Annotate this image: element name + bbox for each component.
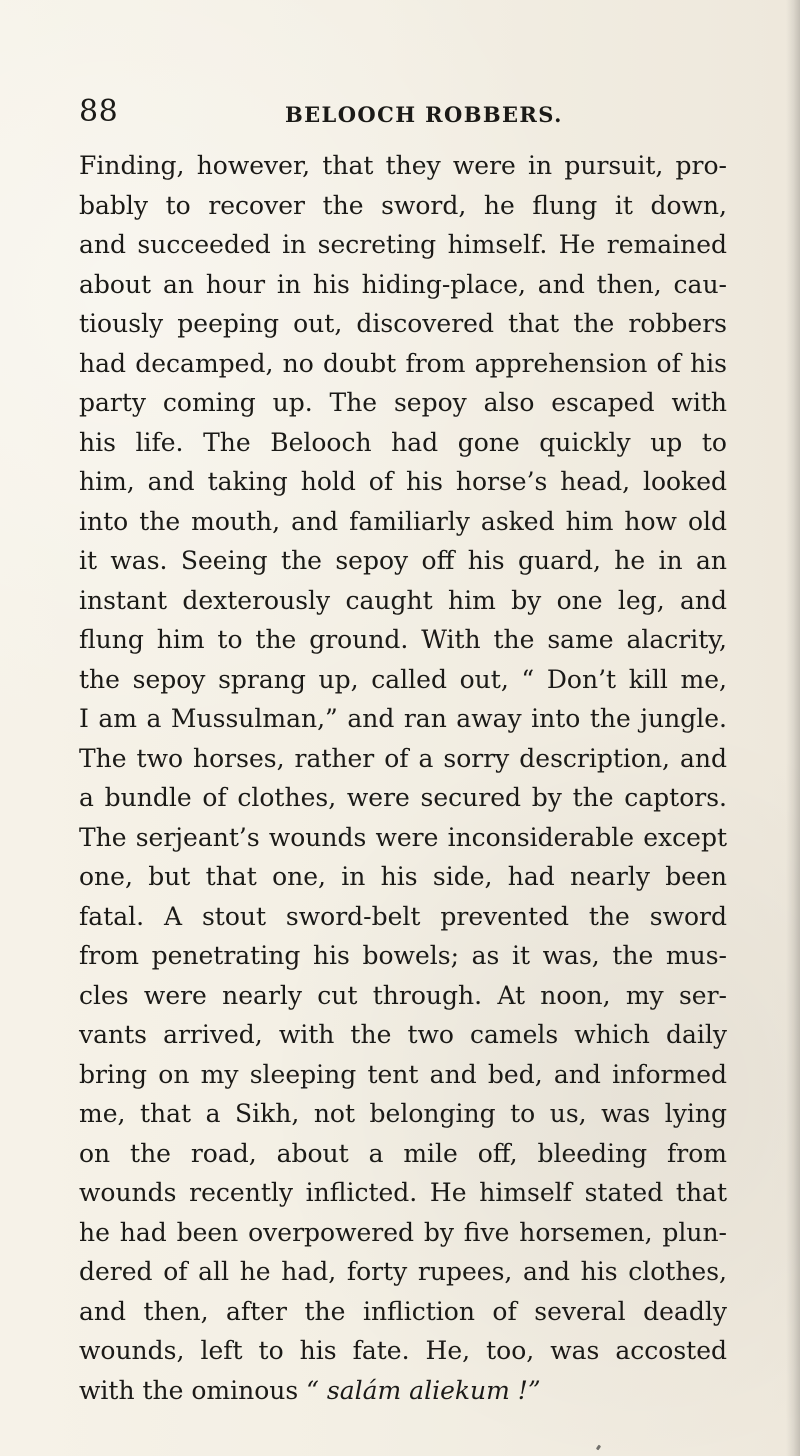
text-line: the sepoy sprang up, called out, “ Don’t kill me, [79, 664, 727, 694]
text-line: instant dexterously caught him by one leg, and [79, 585, 727, 615]
text-line: wounds, left to his fate. He, too, was accosted [79, 1336, 727, 1365]
text-line: The two horses, rather of a sorry description, and [79, 743, 727, 773]
text-line: about an hour in his hiding-place, and then, cau- [79, 269, 727, 299]
text-line: bring on my sleeping tent and bed, and informed [79, 1059, 727, 1089]
text-line: me, that a Sikh, not belonging to us, was lying [79, 1099, 727, 1128]
text-line: and succeeded in secreting himself. He remained [79, 230, 727, 259]
text-line: The serjeant’s wounds were inconsiderable except [79, 822, 727, 852]
text-line: him, and taking hold of his horse’s head, looked [79, 467, 727, 496]
page-edge-shadow [786, 0, 800, 1456]
text-line: one, but that one, in his side, had nearly been [79, 862, 727, 891]
text-line: a bundle of clothes, were secured by the captors. [79, 783, 727, 812]
body-text [79, 146, 727, 1410]
text-line: he had been overpowered by five horsemen, plun- [79, 1217, 727, 1247]
text-line: wounds recently inflicted. He himself stated that [79, 1178, 727, 1207]
running-head: BELOOCH ROBBERS. [285, 102, 563, 127]
text-line-last [79, 1371, 727, 1411]
text-line: fatal. A stout sword-belt prevented the sword [79, 901, 727, 931]
text-line: into the mouth, and familiarly asked him how old [79, 506, 727, 536]
text-line: tiously peeping out, discovered that the robbers [79, 309, 727, 338]
text-line: on the road, about a mile off, bleeding from [79, 1138, 727, 1168]
text-line: bably to recover the sword, he flung it down, [79, 190, 727, 220]
last-line-prefix: with the ominous [79, 1375, 307, 1405]
text-line: cles were nearly cut through. At noon, my ser- [79, 980, 727, 1010]
text-line: it was. Seeing the sepoy off his guard, he in an [79, 546, 727, 575]
text-line: from penetrating his bowels; as it was, the mus- [79, 941, 727, 970]
text-line: and then, after the infliction of several deadly [79, 1296, 727, 1326]
text-line: his life. The Belooch had gone quickly up to [79, 427, 727, 457]
text-line: vants arrived, with the two camels which daily [79, 1020, 727, 1049]
text-line: I am a Mussulman,” and ran away into the jungle. [79, 704, 727, 733]
text-line: flung him to the ground. With the same alacrity, [79, 625, 727, 654]
text-line: party coming up. The sepoy also escaped with [79, 388, 727, 417]
page-header [79, 94, 729, 131]
text-line: had decamped, no doubt from apprehension of his [79, 348, 727, 378]
text-line: Finding, however, that they were in pursuit, pro- [79, 151, 727, 180]
text-line: dered of all he had, forty rupees, and his clothes, [79, 1257, 727, 1286]
page-number: 88 [79, 94, 119, 129]
ink-speck [596, 1445, 601, 1451]
italic-greeting: “ salám aliekum !” [306, 1375, 541, 1405]
